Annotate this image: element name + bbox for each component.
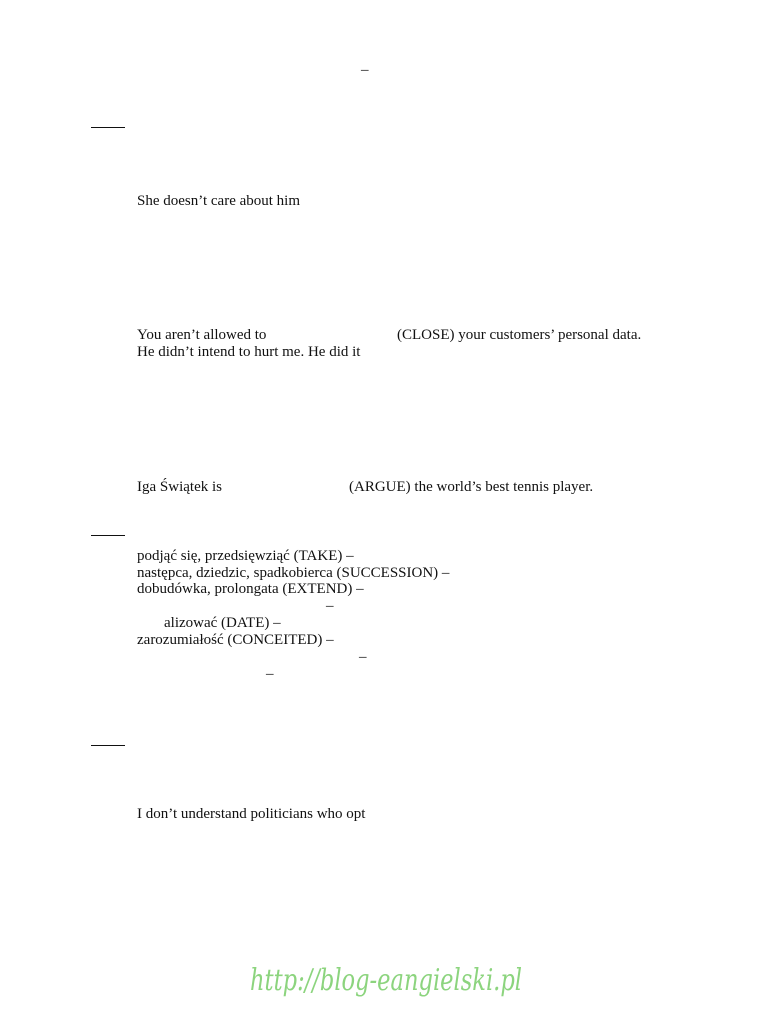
section-rule-1 xyxy=(91,127,125,128)
sentence-intend: He didn’t intend to hurt me. He did it xyxy=(137,344,361,360)
word-item-extend: dobudówka, prolongata (EXTEND) – xyxy=(137,581,364,597)
footer-url-text: http://blog-eangielski.pl xyxy=(250,963,522,998)
word-item-conceited: zarozumiałość (CONCEITED) – xyxy=(137,632,334,648)
sentence-argue-end: (ARGUE) the world’s best tennis player. xyxy=(349,479,594,495)
sentence-close-end: (CLOSE) your customers’ personal data. xyxy=(397,327,642,343)
section-rule-2 xyxy=(91,535,125,536)
word-dash-c: – xyxy=(266,666,274,682)
sentence-care: She doesn’t care about him xyxy=(137,193,301,209)
word-item-date: alizować (DATE) – xyxy=(164,615,281,631)
section-rule-3 xyxy=(91,745,125,746)
word-dash-b: – xyxy=(359,649,367,665)
top-dash: – xyxy=(361,62,369,78)
word-dash-a: – xyxy=(326,598,334,614)
word-item-succession: następca, dziedzic, spadkobierca (SUCCESSION) – xyxy=(137,565,450,581)
sentence-argue-start: Iga Świątek is xyxy=(137,479,222,495)
word-item-take: podjąć się, przedsięwziąć (TAKE) – xyxy=(137,548,354,564)
footer-url-logo xyxy=(248,952,528,1012)
sentence-politicians: I don’t understand politicians who opt xyxy=(137,806,366,822)
footer-logo xyxy=(248,952,528,1012)
sentence-close-start: You aren’t allowed to xyxy=(137,327,267,343)
